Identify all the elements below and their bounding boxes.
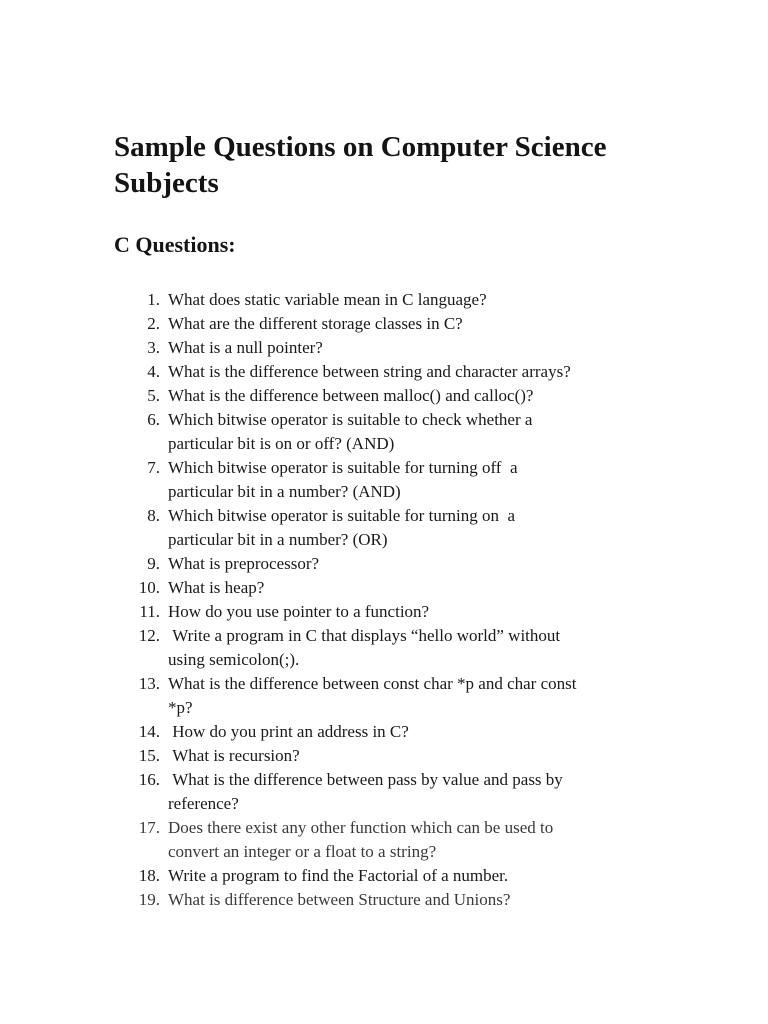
question-item [114,600,674,624]
question-item [114,744,674,768]
question-number: 12. [138,626,160,645]
question-item [114,720,674,744]
question-item [114,888,674,912]
question-number: 1. [147,290,160,309]
question-item [114,384,674,408]
question-text: Write a program in C that displays “hello world” without using semicolon(;). [168,626,561,669]
question-number: 7. [147,458,160,477]
question-text: What is preprocessor? [168,554,320,573]
question-item [114,552,674,576]
question-item [114,672,674,720]
question-item [114,576,674,600]
question-text: What is the difference between const char *p and char const *p? [168,674,577,717]
question-item [114,768,674,816]
question-text: Which bitwise operator is suitable for turning on a particular bit in a number? (OR) [168,506,515,549]
question-number: 2. [147,314,160,333]
question-text: What does static variable mean in C language? [168,290,487,309]
question-text: What is the difference between malloc() and calloc()? [168,386,534,405]
question-list [114,288,674,912]
page-title: Sample Questions on Computer Science Subjects [114,131,607,199]
question-text: Does there exist any other function which can be used to convert an integer or a float to a string? [168,818,554,861]
question-number: 15. [138,746,160,765]
question-text: Which bitwise operator is suitable for turning off a particular bit in a number? (AND) [168,458,518,501]
question-number: 3. [147,338,160,357]
question-number: 16. [138,770,160,789]
question-text: What is the difference between pass by value and pass by reference? [168,770,563,813]
question-number: 13. [138,674,160,693]
question-item [114,456,674,504]
question-text: How do you use pointer to a function? [168,602,430,621]
question-text: What is the difference between string and character arrays? [168,362,571,381]
question-number: 6. [147,410,160,429]
question-number: 18. [138,866,160,885]
question-number: 5. [147,386,160,405]
question-item [114,312,674,336]
question-text: Write a program to find the Factorial of a number. [168,866,509,885]
question-text: What is difference between Structure and Unions? [168,890,511,909]
question-item [114,624,674,672]
question-text: What are the different storage classes in C? [168,314,463,333]
question-item [114,816,674,864]
question-number: 19. [138,890,160,909]
question-number: 14. [138,722,160,741]
question-number: 17. [138,818,160,837]
question-text: Which bitwise operator is suitable to check whether a particular bit is on or off? (AND) [168,410,533,453]
section-heading-c-questions: C Questions: [114,232,236,257]
question-number: 4. [147,362,160,381]
question-item [114,408,674,456]
question-number: 8. [147,506,160,525]
question-item [114,288,674,312]
question-item [114,336,674,360]
question-text: What is a null pointer? [168,338,323,357]
question-number: 11. [139,602,160,621]
question-item [114,864,674,888]
question-item [114,360,674,384]
question-number: 9. [147,554,160,573]
question-text: How do you print an address in C? [168,722,409,741]
question-number: 10. [138,578,160,597]
question-text: What is heap? [168,578,265,597]
question-item [114,504,674,552]
question-text: What is recursion? [168,746,300,765]
